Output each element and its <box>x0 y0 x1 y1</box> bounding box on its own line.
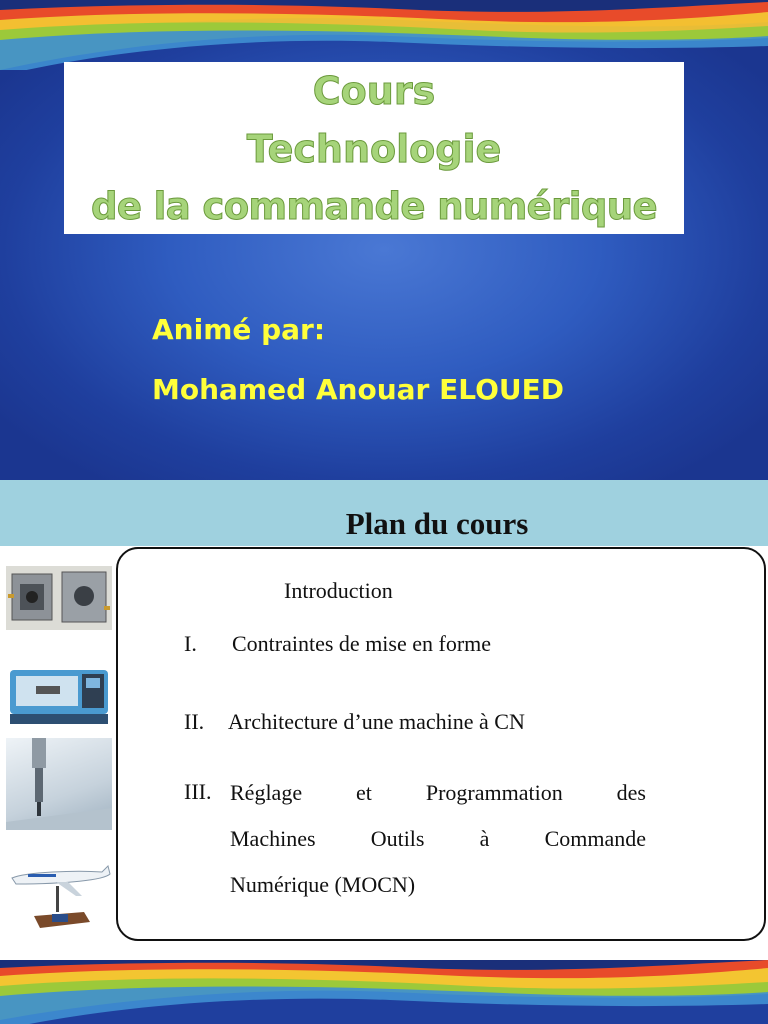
decorative-swoosh-bottom <box>0 960 768 1024</box>
title-slide <box>0 0 768 480</box>
title-box <box>64 62 684 234</box>
plan-item-2-text: Architecture d’une machine à CN <box>228 709 525 734</box>
plan-item-3-number: III. <box>184 779 212 804</box>
plan-item-3-line-2: Machines Outils à Commande <box>230 826 646 851</box>
airplane-model-photo <box>6 856 112 938</box>
author-label: Animé par: <box>152 313 326 346</box>
author-name: Mohamed Anouar ELOUED <box>152 373 564 406</box>
title-line-2: Technologie <box>246 127 502 171</box>
mold-parts-photo <box>6 566 112 630</box>
author-block <box>152 300 564 420</box>
intro-item: Introduction <box>284 578 393 603</box>
decorative-swoosh-top <box>0 0 768 70</box>
plan-item-2-number: II. <box>184 709 205 734</box>
cnc-lathe-photo <box>6 658 112 728</box>
title-line-1: Cours <box>312 69 436 113</box>
title-line-3: de la commande numérique <box>90 185 657 228</box>
plan-title: Plan du cours <box>345 506 529 541</box>
plan-slide <box>0 480 768 1024</box>
plan-item-1-number: I. <box>184 631 197 656</box>
plan-item-3-text <box>230 770 646 908</box>
milling-tool-photo <box>6 738 112 830</box>
plan-item-3-line-1: Réglage et Programmation des <box>230 780 646 805</box>
plan-item-1-text: Contraintes de mise en forme <box>232 631 492 656</box>
plan-item-3-line-3: Numérique (MOCN) <box>230 872 416 897</box>
plan-content-box <box>116 547 766 941</box>
